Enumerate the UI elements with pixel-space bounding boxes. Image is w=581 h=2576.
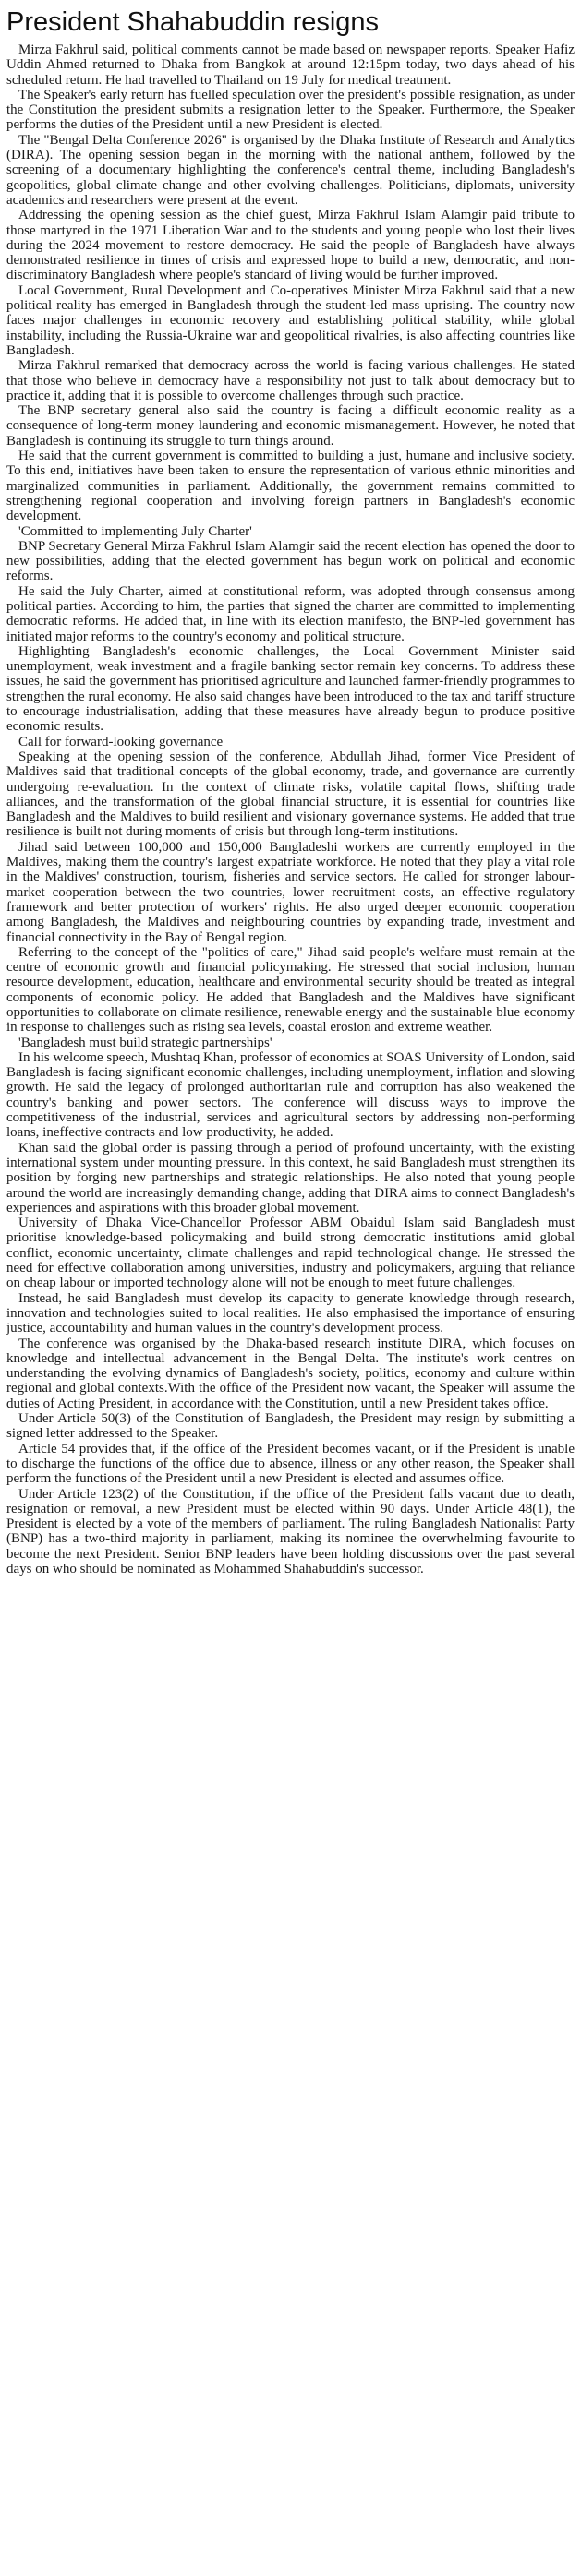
paragraph: BNP Secretary General Mirza Fakhrul Islam Alamgir said the recent election has opened the door to new possibilities, adding that the elected government has begun work on political and economic reforms. (6, 538, 575, 584)
paragraph: Jihad said between 100,000 and 150,000 Bangladeshi workers are currently employed in the Maldives, making them the country's largest expatriate workforce. He noted that they play a vital role in the Maldives' construction, tourism, fisheries and service sectors. He called for stronger labour-market cooperation between the two countries, lower recruitment costs, an effective regulatory framework and better protection of workers' rights. He also urged deeper economic cooperation among Bangladesh, the Maldives and neighbouring countries by expanding trade, investment and financial connectivity in the Bay of Bengal region. (6, 839, 575, 945)
paragraph: The conference was organised by the Dhaka-based research institute DIRA, which focuses on knowledge and intellectual advancement in the Bengal Delta. The institute's work centres on understanding the evolving dynamics of Bangladesh's society, politics, economy and culture within regional and global contexts.With the office of the President now vacant, the Speaker will assume the duties of Acting President, in accordance with the Constitution, until a new President takes office. (6, 1336, 575, 1411)
paragraph: Mirza Fakhrul remarked that democracy across the world is facing various challenges. He stated that those who believe in democracy have a responsibility not just to talk about democracy but to practice it, adding that it is possible to overcome challenges through such practice. (6, 358, 575, 403)
paragraph: Local Government, Rural Development and Co-operatives Minister Mirza Fakhrul said that a new political reality has emerged in Bangladesh through the student-led mass uprising. The country now faces major challenges in economic recovery and establishing political stability, while global instability, including the Russia-Ukraine war and geopolitical rivalries, is also affecting countries like Bangladesh. (6, 282, 575, 358)
paragraph: The Speaker's early return has fuelled speculation over the president's possible resignation, as under the Constitution the president submits a resignation letter to the Speaker. Furthermore, the Speaker performs the duties of the President until a new President is elected. (6, 87, 575, 133)
paragraph: Highlighting Bangladesh's economic challenges, the Local Government Minister said unemployment, weak investment and a fragile banking sector remain key concerns. To address these issues, he said the government has prioritised agriculture and launched farmer-friendly programmes to strengthen the rural economy. He also said changes have been introduced to the tax and tariff structure to encourage industrialisation, adding that these measures have already begun to produce positive economic results. (6, 643, 575, 735)
paragraph: Under Article 50(3) of the Constitution of Bangladesh, the President may resign by submitting a signed letter addressed to the Speaker. (6, 1411, 575, 1442)
paragraph: Referring to the concept of the "politics of care," Jihad said people's welfare must remain at the centre of economic growth and financial policymaking. He stressed that social inclusion, human resource development, education, healthcare and environmental security should be treated as integral components of economic policy. He added that Bangladesh and the Maldives have significant opportunities to collaborate on climate resilience, renewable energy and the sustainable blue economy in response to challenges such as rising sea levels, coastal erosion and extreme weather. (6, 944, 575, 1036)
paragraph: In his welcome speech, Mushtaq Khan, professor of economics at SOAS University of London, said Bangladesh is facing significant economic challenges, including unemployment, inflation and slowing growth. He said the legacy of prolonged authoritarian rule and corruption has also weakened the country's banking and power sectors. The conference will discuss ways to improve the competitiveness of the industrial, services and agricultural sectors by addressing non-performing loans, ineffective contracts and low productivity, he added. (6, 1049, 575, 1141)
paragraph: Instead, he said Bangladesh must develop its capacity to generate knowledge through research, innovation and technologies suited to local realities. He also emphasised the importance of ensuring justice, accountability and human values in the country's development process. (6, 1290, 575, 1336)
paragraph: The "Bengal Delta Conference 2026" is organised by the Dhaka Institute of Research and Analytics (DIRA). The opening session began in the morning with the national anthem, followed by the screening of a documentary highlighting the conference's central theme, including Bangladesh's geopolitics, global climate change and other evolving challenges. Politicians, diplomats, university academics and researchers were present at the event. (6, 132, 575, 208)
section-subheading: 'Committed to implementing July Charter' (18, 523, 252, 539)
headline: President Shahabuddin resigns (6, 7, 380, 37)
paragraph: Mirza Fakhrul said, political comments cannot be made based on newspaper reports. Speaker Hafiz Uddin Ahmed returned to Dhaka from Bangkok at around 12:15pm today, two days ahead of his scheduled return. He had travelled to Thailand on 19 July for medical treatment. (6, 42, 575, 88)
paragraph: Speaking at the opening session of the conference, Abdullah Jihad, former Vice President of Maldives said that traditional concepts of the global economy, trade, and governance are currently undergoing re-evaluation. In the context of climate risks, volatile capital flows, shifting trade alliances, and the transformation of the global financial structure, it is essential for countries like Bangladesh and the Maldives to build resilient and visionary governance systems. He added that true resilience is built not during moments of crisis but through long-term institutions. (6, 749, 575, 840)
paragraph: Addressing the opening session as the chief guest, Mirza Fakhrul Islam Alamgir paid tribute to those martyred in the 1971 Liberation War and to the students and young people who lost their lives during the 2024 movement to restore democracy. He said the people of Bangladesh have always demonstrated resilience in times of crisis and expressed hope to build a new, democratic, and non-discriminatory Bangladesh where people's standard of living would be further improved. (6, 208, 575, 283)
paragraph: University of Dhaka Vice-Chancellor Professor ABM Obaidul Islam said Bangladesh must prioritise knowledge-based policymaking and build strong democratic institutions amid global conflict, economic uncertainty, climate challenges and rapid technological change. He stressed the need for effective collaboration among universities, industry and policymakers, arguing that reliance on cheap labour or imported technology alone will not be enough to meet future challenges. (6, 1216, 575, 1291)
section-subheading: Call for forward-looking governance (18, 734, 224, 749)
paragraph: Under Article 123(2) of the Constitution, if the office of the President falls vacant due to death, resignation or removal, a new President must be elected within 90 days. Under Article 48(1), the President is elected by a vote of the members of parliament. The ruling Bangladesh Nationalist Party (BNP) has a two-third majority in parliament, making its nominee the overwhelming favourite to become the next President. Senior BNP leaders have been holding discussions over the past several days on who should be nominated as Mohammed Shahabuddin's successor. (6, 1486, 575, 1576)
paragraph: Article 54 provides that, if the office of the President becomes vacant, or if the President is unable to discharge the functions of the office due to absence, illness or any other reason, the Speaker shall perform the functions of the President until a new President is elected and assumes office. (6, 1441, 575, 1487)
paragraph: The BNP secretary general also said the country is facing a difficult economic reality as a consequence of long-term money laundering and economic mismanagement. However, he noted that Bangladesh is continuing its struggle to turn things around. (6, 403, 575, 449)
paragraph: He said the July Charter, aimed at constitutional reform, was adopted through consensus among political parties. According to him, the parties that signed the charter are committed to implementing democratic reforms. He added that, in line with its election manifesto, the BNP-led government has initiated major reforms to the country's economy and political structure. (6, 583, 575, 644)
section-subheading: 'Bangladesh must build strategic partnerships' (18, 1035, 272, 1050)
paragraph: He said that the current government is committed to building a just, humane and inclusive society. To this end, initiatives have been taken to ensure the representation of various ethnic minorities and marginalized communities in parliament. Additionally, the government remains committed to strengthening regional cooperation and involving foreign partners in Bangladesh's economic development. (6, 449, 575, 524)
article-body (6, 42, 575, 1576)
paragraph: Khan said the global order is passing through a period of profound uncertainty, with the existing international system under mounting pressure. In this context, he said Bangladesh must strengthen its position by forging new partnerships and strategic relationships. He also noted that young people around the world are increasingly demanding change, adding that DIRA aims to connect Bangladesh's experiences and aspirations with this broader global movement. (6, 1140, 575, 1216)
